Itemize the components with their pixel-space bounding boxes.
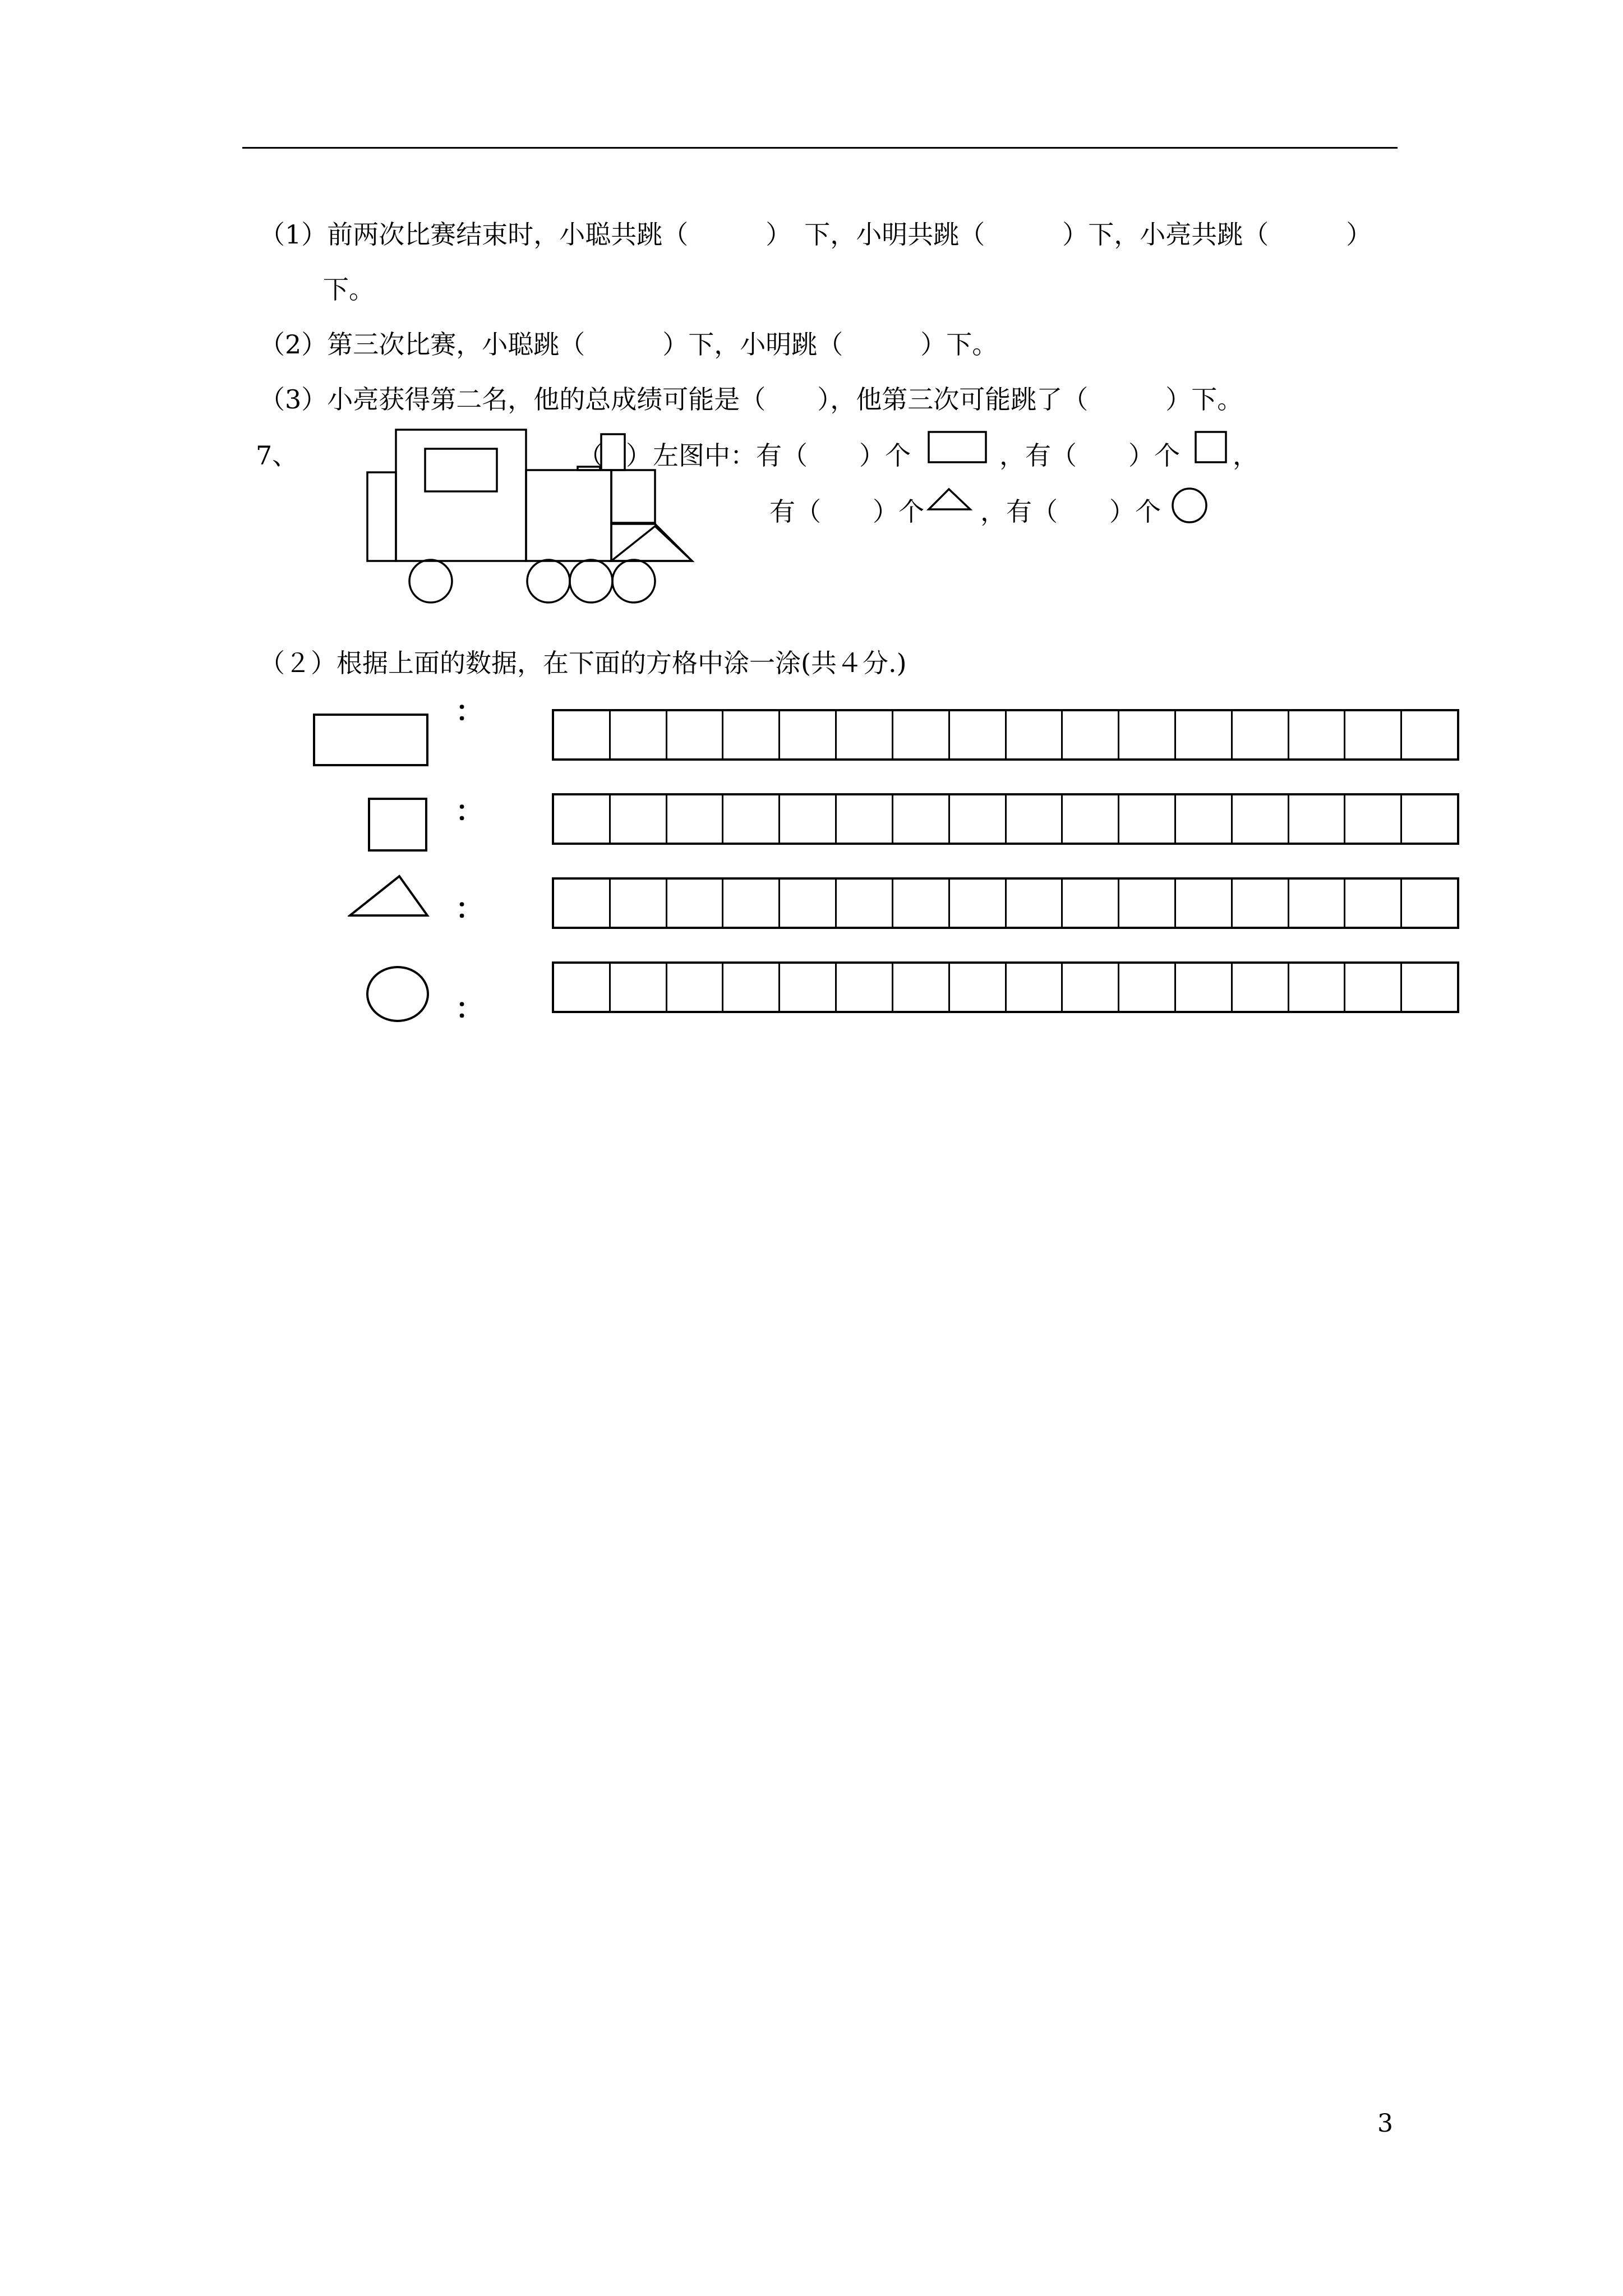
grid-cell[interactable] xyxy=(609,711,666,758)
grid-cell[interactable] xyxy=(1061,964,1118,1011)
grid-cell[interactable] xyxy=(835,880,892,927)
grid-cell[interactable] xyxy=(892,711,948,758)
grid-cell[interactable] xyxy=(1400,795,1457,843)
grid-cell[interactable] xyxy=(1344,964,1400,1011)
q7-paren-close: ） xyxy=(626,440,652,471)
grid-cell[interactable] xyxy=(1400,711,1457,758)
grid-row-rectangle-icon xyxy=(312,712,430,769)
grid-cell[interactable] xyxy=(666,711,722,758)
grid-cell[interactable] xyxy=(666,964,722,1011)
q6-line3: （3）小亮获得第二名，他的总成绩可能是（ ），他第三次可能跳了（ ）下。 xyxy=(259,384,1243,415)
grid-cell[interactable] xyxy=(1005,880,1062,927)
q7-sub1-row2-b: ，有（ ）个 xyxy=(980,496,1161,527)
grid-cell[interactable] xyxy=(1118,711,1174,758)
grid-cell[interactable] xyxy=(1400,880,1457,927)
grid-cell[interactable] xyxy=(1344,711,1400,758)
grid-row-colon: ： xyxy=(455,694,483,728)
grid-cell[interactable] xyxy=(1061,711,1118,758)
train-wheel-circle xyxy=(409,560,452,602)
grid-cell[interactable] xyxy=(1061,795,1118,843)
grid-cell[interactable] xyxy=(722,711,778,758)
grid-cell[interactable] xyxy=(778,711,835,758)
grid-cell[interactable] xyxy=(609,964,666,1011)
grid-row-circle-icon xyxy=(365,965,431,1023)
grid-cell[interactable] xyxy=(1061,880,1118,927)
grid-cell[interactable] xyxy=(722,964,778,1011)
grid-cell[interactable] xyxy=(1288,880,1344,927)
train-window-rectangle xyxy=(425,449,497,491)
grid-cell[interactable] xyxy=(1231,795,1288,843)
q7-number: 7、 xyxy=(256,440,298,471)
rectangle-shape-icon xyxy=(926,430,988,466)
grid-cell[interactable] xyxy=(948,964,1005,1011)
train-wheel-circle xyxy=(570,560,612,602)
grid-cell[interactable] xyxy=(666,795,722,843)
grid-cell[interactable] xyxy=(1118,964,1174,1011)
grid-cell[interactable] xyxy=(1344,795,1400,843)
grid-cell[interactable] xyxy=(1288,711,1344,758)
grid-cell[interactable] xyxy=(892,880,948,927)
header-rule xyxy=(242,147,1398,149)
q6-line1: （1）前两次比赛结束时，小聪共跳（ ） 下，小明共跳（ ）下，小亮共跳（ ） xyxy=(259,219,1372,250)
square-shape-icon xyxy=(1193,430,1228,464)
train-back-rectangle xyxy=(367,472,396,561)
grid-cell[interactable] xyxy=(778,964,835,1011)
grid-cell[interactable] xyxy=(835,795,892,843)
grid-row-rectangle[interactable] xyxy=(552,709,1459,761)
grid-cell[interactable] xyxy=(1174,880,1231,927)
grid-cell[interactable] xyxy=(554,711,609,758)
grid-row-colon: ： xyxy=(455,892,483,925)
q7-sub1-end: ， xyxy=(1233,440,1258,471)
grid-cell[interactable] xyxy=(609,795,666,843)
grid-row-circle[interactable] xyxy=(552,961,1459,1013)
grid-cell[interactable] xyxy=(1231,711,1288,758)
grid-cell[interactable] xyxy=(722,795,778,843)
grid-cell[interactable] xyxy=(1005,711,1062,758)
train-front-square xyxy=(611,470,655,523)
grid-cell[interactable] xyxy=(1344,880,1400,927)
train-front-triangle xyxy=(611,526,692,561)
q6-line1-cont: 下。 xyxy=(323,274,375,305)
grid-cell[interactable] xyxy=(892,795,948,843)
grid-cell[interactable] xyxy=(1174,964,1231,1011)
train-wheel-circle xyxy=(612,560,655,602)
grid-cell[interactable] xyxy=(666,880,722,927)
grid-cell[interactable] xyxy=(1231,880,1288,927)
grid-cell[interactable] xyxy=(609,880,666,927)
grid-cell[interactable] xyxy=(948,880,1005,927)
small-rectangle-icon xyxy=(599,432,627,472)
q7-sub1-mid: ，有（ ）个 xyxy=(999,440,1180,471)
circle-shape-icon xyxy=(1170,486,1209,525)
q7-paren-open: （ xyxy=(578,440,603,471)
grid-cell[interactable] xyxy=(554,880,609,927)
grid-cell[interactable] xyxy=(1118,880,1174,927)
grid-cell[interactable] xyxy=(722,880,778,927)
grid-cell[interactable] xyxy=(1288,964,1344,1011)
grid-row-square[interactable] xyxy=(552,793,1459,845)
grid-cell[interactable] xyxy=(1005,795,1062,843)
q7-sub1-row2-a: 有（ ）个 xyxy=(769,496,924,527)
grid-cell[interactable] xyxy=(554,795,609,843)
grid-cell[interactable] xyxy=(1174,711,1231,758)
q7-sub2: （２）根据上面的数据，在下面的方格中涂一涂(共４分.) xyxy=(259,648,907,678)
grid-cell[interactable] xyxy=(1005,964,1062,1011)
grid-cell[interactable] xyxy=(1400,964,1457,1011)
train-wheel-circle xyxy=(527,560,570,602)
grid-cell[interactable] xyxy=(835,711,892,758)
q6-line2: （2）第三次比赛，小聪跳（ ）下，小明跳（ ）下。 xyxy=(259,329,998,360)
train-boiler-rectangle xyxy=(526,470,611,561)
page-number: 3 xyxy=(1377,2109,1393,2138)
grid-cell[interactable] xyxy=(1174,795,1231,843)
grid-cell[interactable] xyxy=(835,964,892,1011)
grid-cell[interactable] xyxy=(948,795,1005,843)
grid-cell[interactable] xyxy=(778,795,835,843)
grid-cell[interactable] xyxy=(1231,964,1288,1011)
grid-cell[interactable] xyxy=(1288,795,1344,843)
grid-cell[interactable] xyxy=(1118,795,1174,843)
grid-cell[interactable] xyxy=(778,880,835,927)
grid-row-square-icon xyxy=(367,797,428,853)
grid-cell[interactable] xyxy=(892,964,948,1011)
q7-sub1-label: 左图中：有（ ）个 xyxy=(653,440,911,471)
grid-row-triangle-icon xyxy=(348,873,430,919)
grid-row-colon: ： xyxy=(455,794,483,827)
grid-cell[interactable] xyxy=(948,711,1005,758)
triangle-shape-icon xyxy=(926,486,972,513)
grid-row-colon: ： xyxy=(455,992,483,1025)
grid-cell[interactable] xyxy=(554,964,609,1011)
grid-row-triangle[interactable] xyxy=(552,877,1459,929)
